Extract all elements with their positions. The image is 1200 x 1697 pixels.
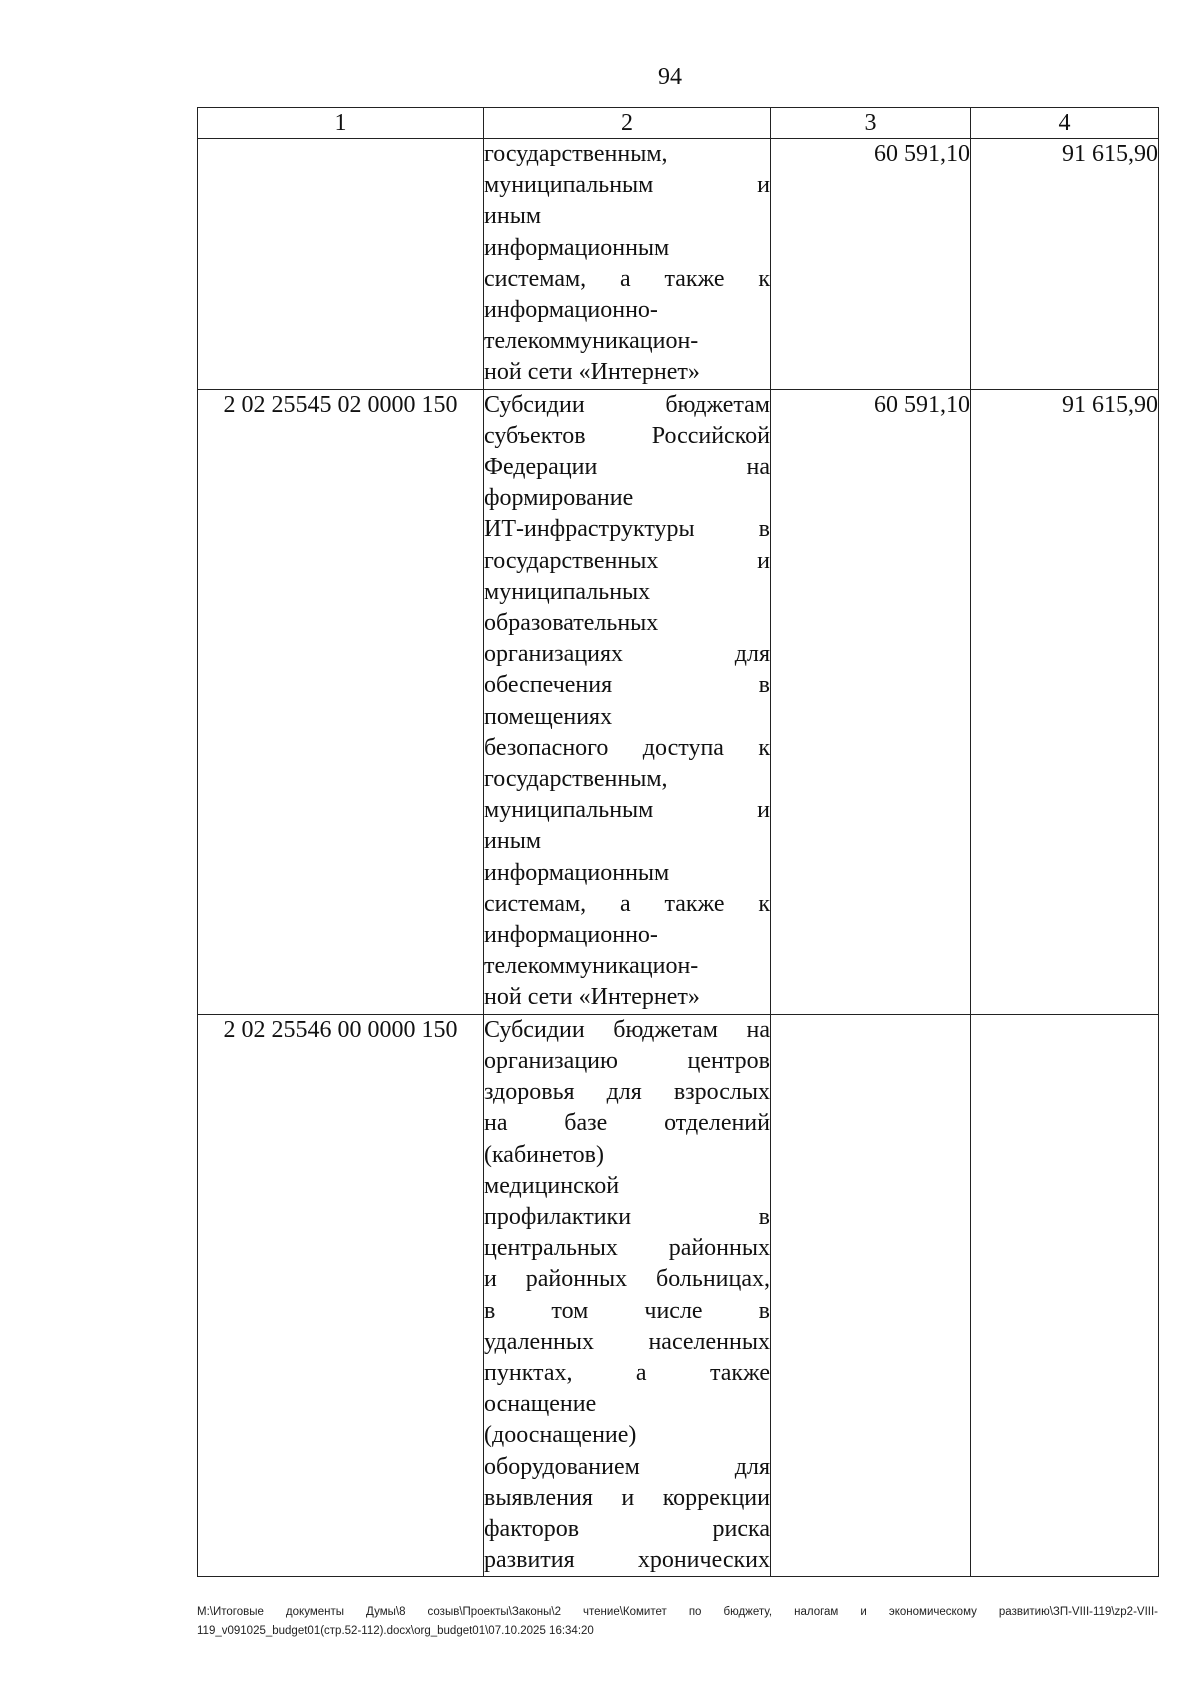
table-header-row [198,108,1159,139]
column-header-3: 3 [771,108,971,139]
description-line: государственным, [484,141,668,167]
description-line: телекоммуникацион- [484,953,699,980]
description-cell [484,389,771,1014]
description-line: здоровья для взрослых [484,1079,770,1106]
description-line: муниципальным и [484,172,770,199]
description-line: центральных районных [484,1235,770,1262]
description-line: иным [484,203,541,230]
budget-table [197,107,1159,1577]
description-line: субъектов Российской [484,422,770,449]
budget-code-cell [198,139,484,390]
description-line: ной сети «Интернет» [484,359,700,386]
amount-cell-col4 [971,1014,1159,1577]
description-cell [484,1014,771,1577]
description-line: медицинской [484,1172,620,1199]
page-number: 94 [658,64,682,90]
description-line: помещениях [484,703,613,730]
description-line: Федерации на [484,454,770,481]
table-row [198,1014,1159,1577]
footer-path-line-2: 119_v091025_budget01(стр.52-112).docx\org_budget01\07.10.2025 16:34:20 [197,1625,594,1637]
description-line: информационным [484,859,670,886]
description-line: информационно- [484,297,658,324]
amount-cell-col4: 91 615,90 [971,389,1159,1014]
description-line: организацию центров [484,1047,770,1074]
budget-code-cell: 2 02 25546 00 0000 150 [198,1014,484,1577]
description-line: системам, а также к [484,265,770,292]
description-line: и районных больницах, [484,1266,770,1293]
description-cell [484,139,771,390]
description-line: оборудованием для [484,1453,770,1480]
description-line: безопасного доступа к [484,734,770,761]
description-line: на базе отделений [484,1110,770,1137]
description-line: в том числе в [484,1297,770,1324]
description-line: развития хронических [484,1547,770,1574]
description-line: (кабинетов) [484,1141,604,1168]
column-header-2: 2 [484,108,771,139]
description-line: оснащение [484,1391,597,1418]
table-row [198,389,1159,1014]
description-line: Субсидии бюджетам на [484,1016,770,1043]
description-line: муниципальным и [484,797,770,824]
description-line: формирование [484,485,634,512]
description-line: факторов риска [484,1515,770,1542]
footer-path-line-1: M:\Итоговые документы Думы\8 созыв\Проекты\Законы\2 чтение\Комитет по бюджету, налогам и экономическому развитию\ЗП-VIII-119\zp2-VIII- [197,1606,1158,1618]
description-line: информационным [484,234,670,261]
description-line: профилактики в [484,1203,770,1230]
amount-cell-col3 [771,1014,971,1577]
description-line: ной сети «Интернет» [484,984,700,1011]
description-line: информационно- [484,922,658,949]
description-line: государственным, [484,766,668,793]
description-line: государственных и [484,547,770,574]
budget-code-cell: 2 02 25545 02 0000 150 [198,389,484,1014]
description-line: иным [484,828,541,855]
file-path-footer [197,1603,1158,1641]
amount-cell-col3: 60 591,10 [771,139,971,390]
description-line: ИТ-инфраструктуры в [484,516,770,543]
description-line: системам, а также к [484,890,770,917]
description-line: выявления и коррекции [484,1484,770,1511]
table-row [198,139,1159,390]
description-line: организациях для [484,641,770,668]
description-line: пунктах, а также [484,1359,770,1386]
column-header-4: 4 [971,108,1159,139]
column-header-1: 1 [198,108,484,139]
description-line: телекоммуникацион- [484,328,699,355]
description-line: обеспечения в [484,672,770,699]
description-line: удаленных населенных [484,1328,770,1355]
description-line: (дооснащение) [484,1422,637,1449]
amount-cell-col4: 91 615,90 [971,139,1159,390]
description-line: Субсидии бюджетам [484,391,770,418]
description-line: образовательных [484,610,659,637]
amount-cell-col3: 60 591,10 [771,389,971,1014]
description-line: муниципальных [484,578,651,605]
